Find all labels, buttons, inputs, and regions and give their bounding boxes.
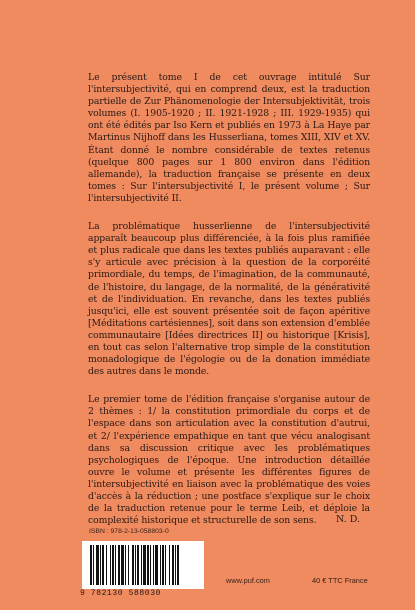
- barcode-bar: [96, 545, 99, 585]
- author-signature: N. D.: [336, 514, 361, 525]
- barcode-bar: [177, 545, 179, 585]
- barcode-bar: [155, 545, 158, 585]
- barcode-bar: [160, 545, 161, 585]
- paragraph-3: Le premier tome de l'édition française s'organise autour de 2 thèmes : 1/ la constitution primordiale du corps et de l'espace dans son articulation avec la constitution d'autrui, et 2/ l'expérience empathique en tant que vécu analogisant dans sa discussion critique avec les problématiques psychologiques de l'époque. Une introduction détaillée ouvre le volume et présente les différentes figures de l'intersubjectivité en liaison avec la problématique des voies d'accès à la réduction ; une postface s'explique sur le choix de la traduction retenue pour le terme Leib, et déploie la complexité historique et structurelle de son sens.: [88, 394, 370, 527]
- barcode-bar: [141, 545, 142, 585]
- barcode-bar: [147, 545, 149, 585]
- barcode-bar: [115, 545, 116, 585]
- publisher-website: www.puf.com: [226, 576, 270, 585]
- barcode-bar: [172, 545, 174, 585]
- barcode-bar: [128, 545, 129, 585]
- barcode-bar: [162, 545, 164, 585]
- paragraph-2: La problématique husserlienne de l'intersubjectivité apparaît beaucoup plus différenciée, à la fois plus ramifiée et plus radicale que dans les textes publiés auparavant : elle s'y articule avec précision à la question de la corporéité primordiale, du temps, de l'imagination, de la communauté, de l'histoire, du langage, de la normalité, de la générativité et de l'individuation. En revanche, dans les textes publiés jusqu'ici, elle est souvent présentée soit de façon apéritive [Méditations cartésiennes], soit dans son extension d'emblée communautaire [Idées directrices II] ou historique [Krisis], en tout cas selon l'alternative trop simple de la constitution monadologique de l'égologie ou de la donation immédiate des autres dans le monde.: [88, 221, 370, 378]
- barcode-bar: [150, 545, 151, 585]
- barcode-bar: [102, 545, 104, 585]
- barcode-bar: [165, 545, 166, 585]
- barcode-bar: [125, 545, 126, 585]
- barcode-bar: [169, 545, 170, 585]
- price-label: 40 € TTC France: [312, 576, 368, 585]
- barcode-bar: [143, 545, 146, 585]
- barcode-bar: [110, 545, 111, 585]
- barcode-bar: [93, 545, 94, 585]
- barcode-bar: [153, 545, 154, 585]
- barcode-bar: [135, 545, 136, 585]
- isbn-text: ISBN : 978-2-13-058803-0: [89, 528, 169, 535]
- barcode-bar: [121, 545, 124, 585]
- back-cover-blurb: [88, 72, 370, 543]
- barcode-bar: [100, 545, 101, 585]
- barcode: [82, 541, 204, 589]
- barcode-bar: [90, 545, 92, 585]
- barcode-bar: [137, 545, 139, 585]
- barcode-bar: [132, 545, 134, 585]
- barcode-bar: [112, 545, 114, 585]
- paragraph-1: Le présent tome I de cet ouvrage intitulé Sur l'intersubjectivité, qui en comprend deux, est la traduction partielle de Zur Phänomenologie der Intersubjektivität, trois volumes (I. 1905-1920 ; II. 1921-1928 ; III. 1929-1935) qui ont été édités par Iso Kern et publiés en 1973 à La Haye par Martinus Nijhoff dans les Husserliana, tomes XIII, XIV et XV. Étant donné le nombre considérable de textes retenus (quelque 800 pages sur 1 800 environ dans l'édition allemande), la traduction française se présente en deux tomes : Sur l'intersubjectivité I, le présent volume ; Sur l'intersubjectivité II.: [88, 72, 370, 204]
- barcode-bar: [106, 545, 107, 585]
- barcode-bar: [118, 545, 120, 585]
- barcode-number: 9 782130 588030: [80, 589, 162, 598]
- barcode-bar: [175, 545, 176, 585]
- barcode-icon: [82, 541, 204, 589]
